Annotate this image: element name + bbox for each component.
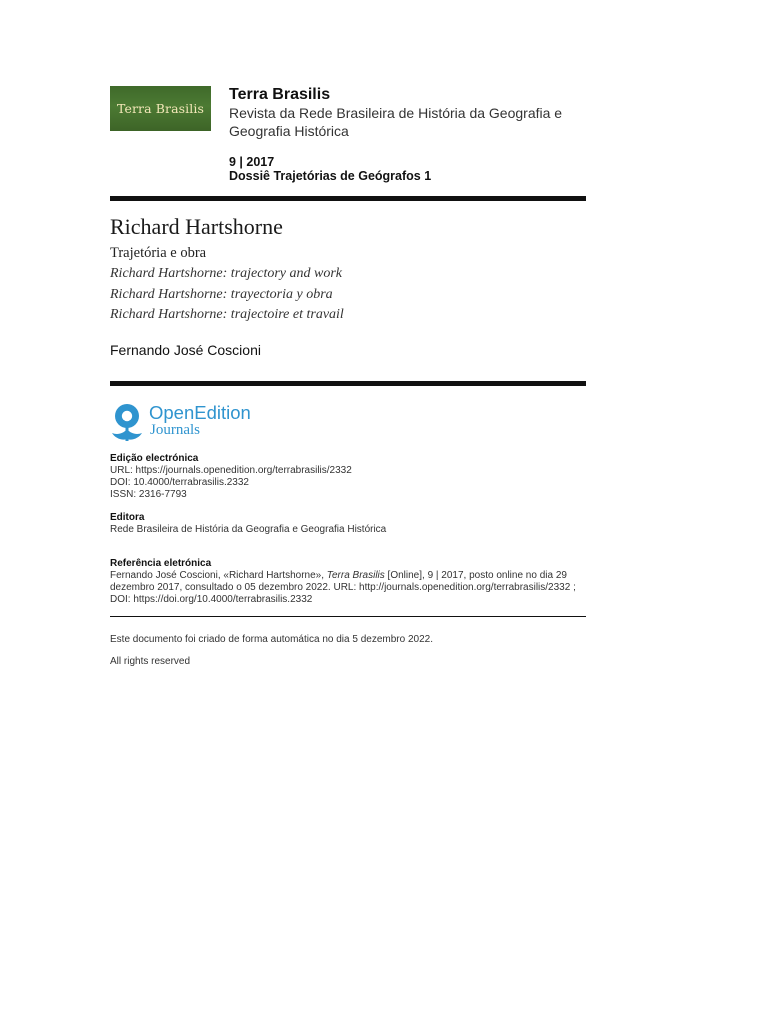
issue-title: Dossiê Trajetórias de Geógrafos 1 <box>229 169 432 183</box>
journal-logo-text: Terra Brasilis <box>117 101 204 116</box>
journal-info <box>229 86 586 183</box>
openedition-icon <box>110 403 144 443</box>
journal-header <box>110 86 586 186</box>
edition-section <box>110 453 586 501</box>
issue-number: 9 | 2017 <box>229 155 275 169</box>
journal-logo <box>110 86 211 131</box>
article-block <box>110 214 586 326</box>
alt-title-fr: Richard Hartshorne: trajectoire et travail <box>110 307 344 322</box>
reference-text-end: [Online], 9 | 2017, posto online no dia 29 dezembro 2017, consultado o 05 dezembro 2022. URL: http://journals.openedition.org/terrabrasilis/2332 ; DOI: https://doi.org/10.4000/terrabrasilis.2332 <box>110 570 576 605</box>
openedition-logo[interactable] <box>110 402 270 444</box>
edition-heading: Edição electrónica <box>110 453 199 464</box>
journal-title: Terra Brasilis <box>229 86 331 103</box>
divider-middle <box>110 381 586 386</box>
publisher-heading: Editora <box>110 512 145 523</box>
alt-title-en: Richard Hartshorne: trajectory and work <box>110 266 343 281</box>
reference-section <box>110 558 586 606</box>
issue-info <box>229 155 586 183</box>
reference-text <box>110 570 586 606</box>
generated-note: Este documento foi criado de forma automática no dia 5 dezembro 2022. <box>110 634 433 645</box>
reference-heading: Referência eletrónica <box>110 558 212 569</box>
divider-bottom <box>110 616 586 617</box>
publisher-section <box>110 512 586 536</box>
reference-journal: Terra Brasilis <box>326 570 385 581</box>
edition-url[interactable]: URL: https://journals.openedition.org/terrabrasilis/2332 <box>110 465 352 476</box>
edition-issn: ISSN: 2316-7793 <box>110 489 187 500</box>
article-subtitle: Trajetória e obra <box>110 245 207 261</box>
alternate-titles <box>110 264 586 326</box>
journal-subtitle: Revista da Rede Brasileira de História da Geografia e Geografia Histórica <box>229 105 563 139</box>
openedition-product: Journals <box>150 422 200 438</box>
openedition-brand: OpenEdition <box>149 402 251 423</box>
edition-doi[interactable]: DOI: 10.4000/terrabrasilis.2332 <box>110 477 249 488</box>
article-title: Richard Hartshorne <box>110 214 283 239</box>
divider-top <box>110 196 586 201</box>
publisher-name: Rede Brasileira de História da Geografia e Geografia Histórica <box>110 524 387 535</box>
rights-note: All rights reserved <box>110 656 191 667</box>
article-author: Fernando José Coscioni <box>110 342 261 358</box>
reference-text-start: Fernando José Coscioni, «Richard Hartshorne», <box>110 570 327 581</box>
alt-title-es: Richard Hartshorne: trayectoria y obra <box>110 286 333 302</box>
